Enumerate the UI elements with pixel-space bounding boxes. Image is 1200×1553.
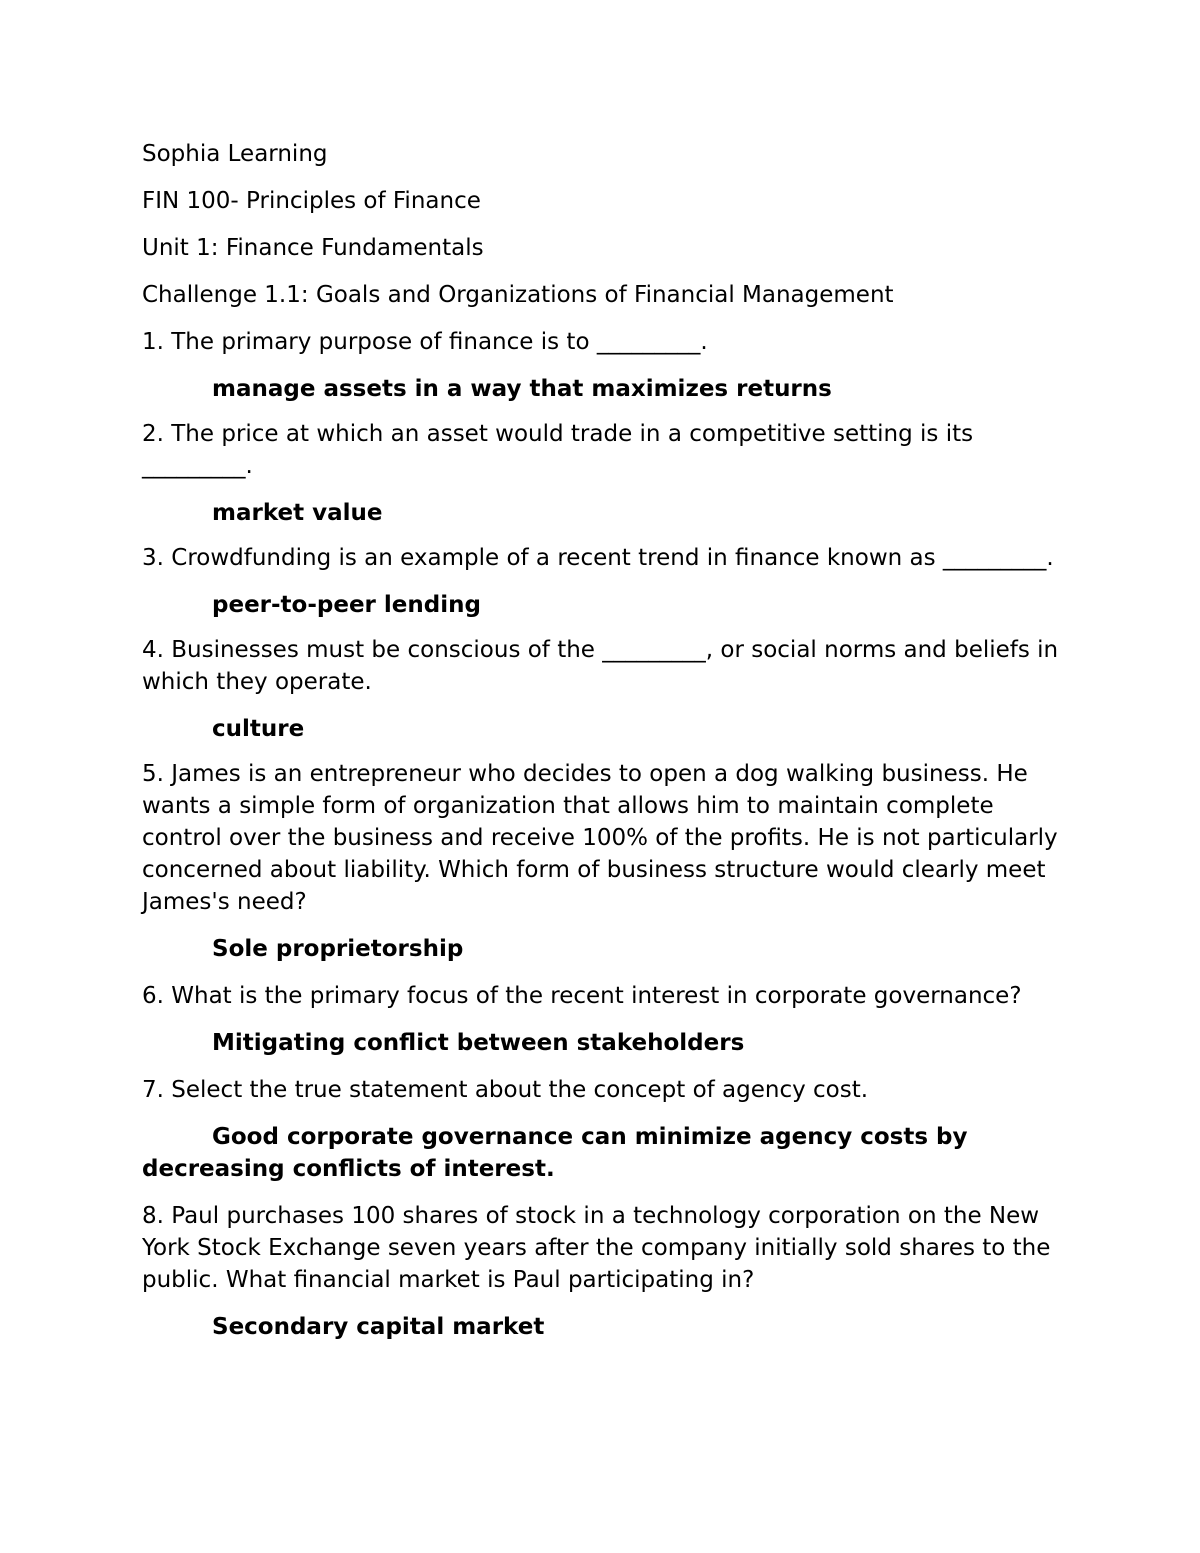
answer-2: market value bbox=[212, 500, 383, 526]
unit-title: Unit 1: Finance Fundamentals bbox=[142, 235, 484, 261]
question-5: 5. James is an entrepreneur who decides to open a dog walking business. He wants a simple form of organization that allows him to maintain complete control over the business and receive 100% of the profits. He is not particularly concerned about liability. Which form of business structure would clearly meet James's need? bbox=[142, 761, 1058, 915]
question-2: 2. The price at which an asset would trade in a competitive setting is its _________. bbox=[142, 421, 974, 479]
challenge-title: Challenge 1.1: Goals and Organizations of Financial Management bbox=[142, 282, 894, 308]
answer-6: Mitigating conflict between stakeholders bbox=[212, 1030, 745, 1056]
answer-3: peer-to-peer lending bbox=[212, 592, 481, 618]
question-7: 7. Select the true statement about the concept of agency cost. bbox=[142, 1077, 869, 1103]
question-3: 3. Crowdfunding is an example of a recent trend in finance known as _________. bbox=[142, 545, 1054, 571]
question-1: 1. The primary purpose of finance is to _________. bbox=[142, 329, 708, 355]
answer-7: Good corporate governance can minimize agency costs by decreasing conflicts of interest. bbox=[142, 1124, 968, 1182]
answer-4: culture bbox=[212, 716, 305, 742]
document-page bbox=[142, 138, 1062, 1358]
organization-name: Sophia Learning bbox=[142, 141, 328, 167]
answer-8: Secondary capital market bbox=[212, 1314, 545, 1340]
course-title: FIN 100- Principles of Finance bbox=[142, 188, 481, 214]
question-4: 4. Businesses must be conscious of the _________, or social norms and beliefs in which they operate. bbox=[142, 637, 1059, 695]
answer-5: Sole proprietorship bbox=[212, 936, 464, 962]
question-6: 6. What is the primary focus of the recent interest in corporate governance? bbox=[142, 983, 1022, 1009]
question-8: 8. Paul purchases 100 shares of stock in a technology corporation on the New York Stock Exchange seven years after the company initially sold shares to the public. What financial market is Paul participating in? bbox=[142, 1203, 1051, 1293]
answer-1: manage assets in a way that maximizes returns bbox=[212, 376, 832, 402]
